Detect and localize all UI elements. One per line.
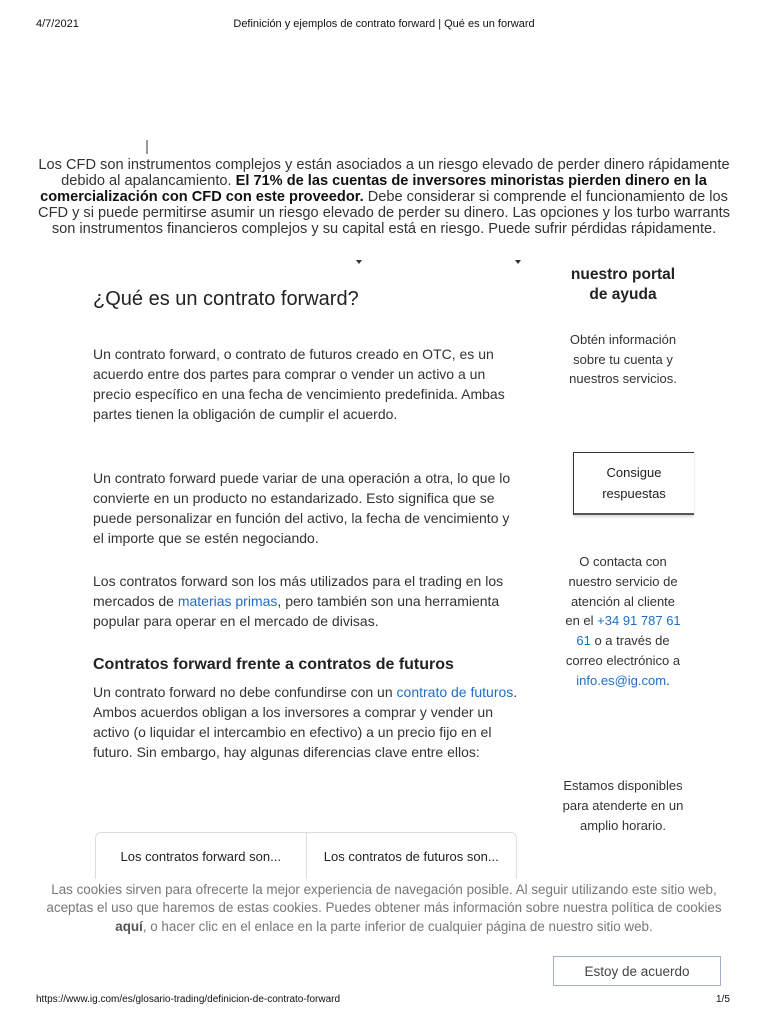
- paragraph-text: Un contrato forward no debe confundirse con un: [93, 684, 397, 700]
- sidebar-contact: [562, 552, 684, 691]
- article-paragraph: Un contrato forward puede variar de una operación a otra, lo que lo convierte en un producto no estandarizado. Esto significa que se puede personalizar en función del activo, la fecha de vencimiento y el importe que se estén negociando.: [93, 470, 511, 546]
- paragraph-text: , pero también son una herramienta popular para operar en el mercado de divisas.: [93, 593, 500, 629]
- contact-text: o a través de correo electrónico a: [565, 633, 681, 668]
- table-header-futures: Los contratos de futuros son...: [323, 848, 499, 864]
- paragraph-text: . Ambos acuerdos obligan a los inversores a comprar y vender un activo (o liquidar el intercambio en efectivo) a un precio fijo en el futuro. Sin embargo, hay algunas diferencias clave entre ellos:: [93, 684, 518, 760]
- print-url: https://www.ig.com/es/glosario-trading/definicion-de-contrato-forward: [36, 994, 341, 1005]
- cookie-banner-text: [40, 881, 728, 936]
- accept-cookies-button[interactable]: Estoy de acuerdo: [553, 956, 721, 986]
- article-paragraph: [93, 682, 518, 762]
- risk-warning-text: Los CFD son instrumentos complejos y están asociados a un riesgo elevado de perder dinero rápidamente debido al apalancamiento.: [38, 157, 730, 189]
- page-title: ¿Qué es un contrato forward?: [93, 288, 359, 310]
- risk-warning-bold: El 71% de las cuentas de inversores minoristas pierden dinero en la comercialización con CFD con este proveedor.: [40, 173, 707, 205]
- article-paragraph: Un contrato forward, o contrato de futuros creado en OTC, es un acuerdo entre dos partes para comprar o vender un activo a un precio específico en una fecha de vencimiento predefinida. Ambas partes tienen la obligación de cumplir el acuerdo.: [93, 346, 505, 422]
- print-date: 4/7/2021: [36, 18, 79, 30]
- phone-link[interactable]: +34 91 787 61 61: [576, 613, 681, 649]
- cookie-policy-link[interactable]: aquí: [115, 918, 143, 934]
- page-number: 1/5: [716, 994, 730, 1005]
- cookie-text: , o hacer clic en el enlace en la parte inferior de cualquier página de nuestro sitio web.: [142, 918, 653, 934]
- cookie-text: Las cookies sirven para ofrecerte la mejor experiencia de navegación posible. Al seguir utilizando este sitio web, aceptas el uso que haremos de estas cookies. Puedes obtener más información sobre nuestra política de cookies: [46, 882, 722, 916]
- contrato-de-futuros-link[interactable]: contrato de futuros: [396, 684, 514, 700]
- print-page-title: Definición y ejemplos de contrato forward | Qué es un forward: [233, 18, 535, 30]
- get-answers-label: Consigue respuestas: [602, 465, 666, 501]
- contact-text: O contacta con nuestro servicio de atención al cliente en el: [565, 554, 678, 629]
- risk-warning-text-2: Debe considerar si comprende el funcionamiento de los CFD y si puede permitirse asumir un riesgo elevado de perder su dinero. Las opciones y los turbo warrants son instrumentos financieros complejos y su capital está en riesgo. Puede sufrir pérdidas rápidamente.: [38, 189, 730, 237]
- risk-warning: [30, 157, 738, 237]
- get-answers-button[interactable]: [573, 452, 694, 515]
- print-header: [0, 0, 768, 30]
- table-header-forward: Los contratos forward son...: [96, 833, 307, 879]
- article-paragraph: [93, 571, 518, 631]
- email-link[interactable]: info.es@ig.com: [576, 672, 667, 688]
- dropdown-caret-icon[interactable]: [515, 260, 521, 264]
- sidebar-description: Obtén información sobre tu cuenta y nuestros servicios.: [569, 332, 677, 386]
- paragraph-text: Los contratos forward son los más utilizados para el trading en los mercados de: [93, 573, 504, 609]
- sidebar-title: nuestro portal de ayuda: [570, 266, 676, 303]
- contact-text: .: [666, 672, 670, 688]
- section-heading: Contratos forward frente a contratos de futuros: [93, 656, 454, 673]
- sidebar-hours: Estamos disponibles para atenderte en un amplio horario.: [562, 778, 684, 833]
- comparison-table: [95, 832, 517, 879]
- materias-primas-link[interactable]: materias primas: [177, 593, 278, 609]
- dropdown-caret-icon[interactable]: [356, 260, 362, 264]
- article-header: [93, 285, 513, 313]
- header-divider: [146, 140, 148, 154]
